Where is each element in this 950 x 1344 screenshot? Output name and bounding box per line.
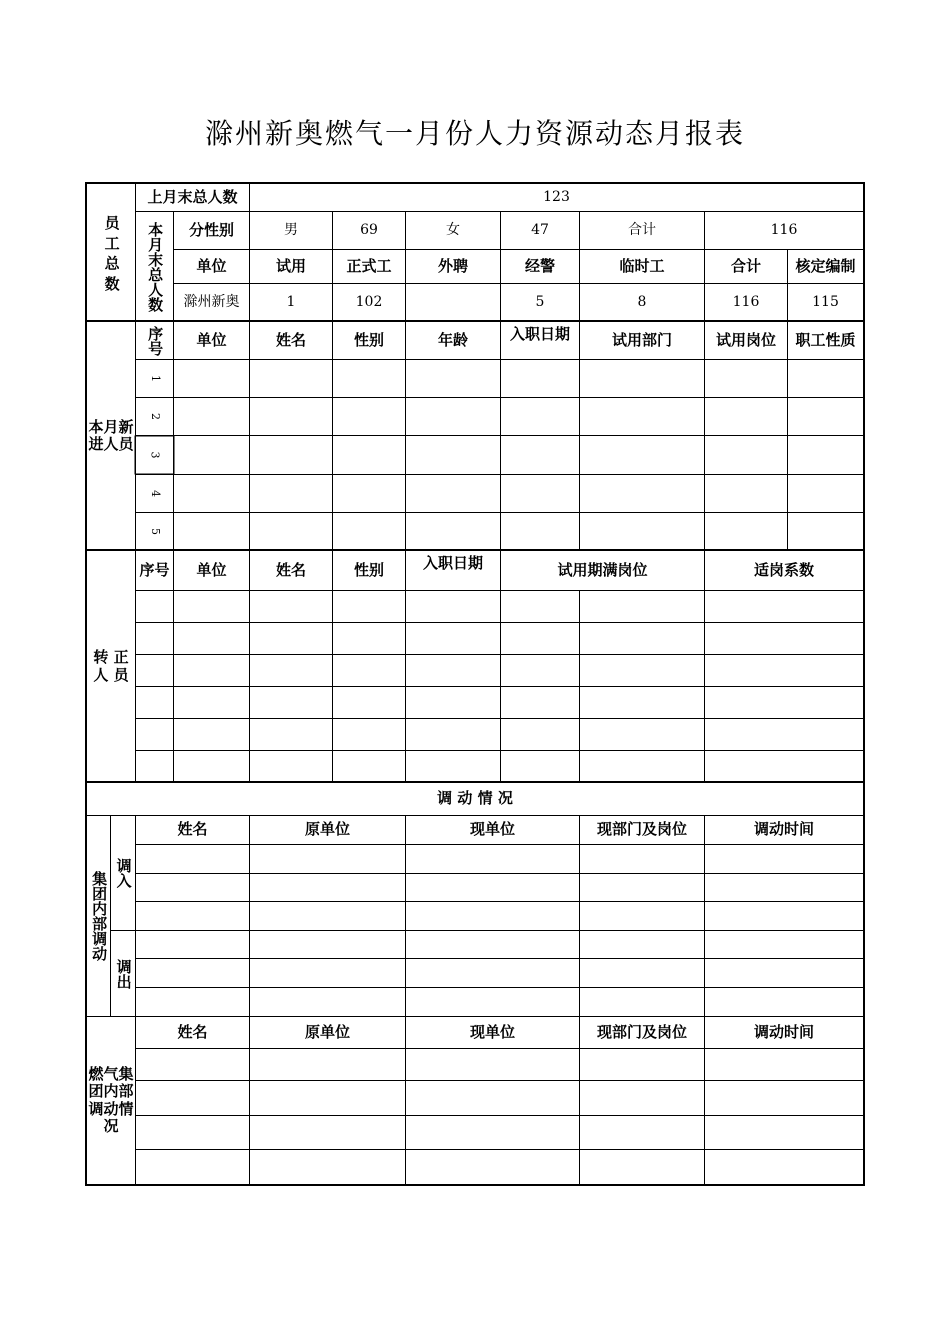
- gender-total-label: 合计: [579, 211, 705, 250]
- table-cell: [249, 958, 406, 988]
- table-cell: [173, 750, 250, 783]
- table-cell: [704, 474, 788, 513]
- staff-value: 5: [500, 283, 580, 322]
- table-cell: [249, 718, 333, 751]
- table-cell: [787, 397, 864, 436]
- transfer-header: 姓名: [135, 815, 250, 845]
- table-cell: [500, 474, 580, 513]
- table-cell: [704, 844, 864, 874]
- female-label: 女: [405, 211, 501, 250]
- transfer-title: 调 动 情 况: [86, 782, 864, 816]
- table-cell: [135, 1149, 250, 1185]
- table-cell: [704, 435, 788, 475]
- table-cell: [405, 590, 501, 623]
- regular-header: 试用期满岗位: [500, 550, 705, 591]
- table-cell: [405, 958, 580, 988]
- staff-header: 外聘: [405, 249, 501, 284]
- table-cell: [704, 686, 864, 719]
- table-cell: [405, 654, 501, 687]
- table-cell: [704, 987, 864, 1017]
- table-cell: [704, 1115, 864, 1150]
- table-cell: [405, 718, 501, 751]
- table-cell: [579, 474, 705, 513]
- table-cell: [405, 686, 501, 719]
- table-cell: [249, 359, 333, 398]
- table-cell: [405, 1149, 580, 1185]
- transfer-header: 现单位: [405, 815, 580, 845]
- table-cell: [173, 622, 250, 655]
- table-cell: [135, 590, 174, 623]
- new-staff-section-label: 本月新进人员: [86, 321, 136, 551]
- table-cell: [332, 359, 406, 398]
- table-cell: [704, 1048, 864, 1081]
- table-cell: [405, 474, 501, 513]
- table-cell: [249, 1149, 406, 1185]
- table-cell: [500, 686, 580, 719]
- new-staff-header: 姓名: [249, 321, 333, 360]
- table-cell: [704, 901, 864, 931]
- table-cell: [332, 474, 406, 513]
- table-cell: [405, 844, 580, 874]
- male-value: 69: [332, 211, 406, 250]
- table-cell: [579, 686, 705, 719]
- table-cell: [135, 686, 174, 719]
- row-number: 3: [135, 436, 175, 475]
- table-cell: [500, 397, 580, 436]
- table-cell: [249, 435, 333, 475]
- table-cell: [704, 873, 864, 902]
- male-label: 男: [249, 211, 333, 250]
- table-cell: [579, 654, 705, 687]
- table-cell: [579, 930, 705, 959]
- table-cell: [579, 1115, 705, 1150]
- table-cell: [500, 750, 580, 783]
- staff-value: 115: [787, 283, 864, 322]
- table-cell: [704, 958, 864, 988]
- table-cell: [405, 930, 580, 959]
- table-cell: [579, 750, 705, 783]
- regular-header: 适岗系数: [704, 550, 864, 591]
- table-cell: [500, 359, 580, 398]
- table-cell: [579, 622, 705, 655]
- table-cell: [579, 958, 705, 988]
- new-staff-header: 序号: [135, 321, 174, 360]
- row-number: 1: [135, 359, 174, 398]
- staff-header: 试用: [249, 249, 333, 284]
- table-cell: [249, 654, 333, 687]
- table-cell: [405, 397, 501, 436]
- staff-value: [405, 283, 501, 322]
- new-staff-header: 单位: [173, 321, 250, 360]
- table-cell: [704, 622, 864, 655]
- table-cell: [173, 512, 250, 551]
- table-cell: [332, 590, 406, 623]
- table-cell: [579, 901, 705, 931]
- row-number: 2: [135, 397, 174, 436]
- table-cell: [332, 750, 406, 783]
- table-cell: [579, 1080, 705, 1116]
- table-cell: [135, 654, 174, 687]
- table-cell: [249, 1048, 406, 1081]
- gender-label: 分性别: [173, 211, 250, 250]
- table-cell: [704, 359, 788, 398]
- new-staff-header: 入职日期: [500, 321, 580, 360]
- regular-header: 入职日期: [405, 550, 501, 591]
- table-cell: [135, 901, 250, 931]
- table-cell: [704, 512, 788, 551]
- table-cell: [787, 435, 864, 475]
- staff-header: 合计: [704, 249, 788, 284]
- table-cell: [579, 397, 705, 436]
- row-number: 4: [135, 474, 174, 513]
- gas-transfer-header: 原单位: [249, 1016, 406, 1049]
- table-cell: [332, 654, 406, 687]
- staff-header: 单位: [173, 249, 250, 284]
- table-cell: [405, 435, 501, 475]
- table-cell: [332, 686, 406, 719]
- gas-transfer-header: 调动时间: [704, 1016, 864, 1049]
- table-cell: [579, 987, 705, 1017]
- table-cell: [135, 718, 174, 751]
- table-cell: [405, 622, 501, 655]
- table-cell: [173, 654, 250, 687]
- table-cell: [249, 930, 406, 959]
- table-cell: [173, 686, 250, 719]
- table-cell: [579, 359, 705, 398]
- table-cell: [135, 1048, 250, 1081]
- regular-section-label: 转 正 人 员: [86, 550, 136, 783]
- staff-total-section-label: 员 工 总 数: [86, 183, 136, 322]
- table-cell: [405, 1115, 580, 1150]
- table-cell: [405, 359, 501, 398]
- table-cell: [249, 512, 333, 551]
- new-staff-header: 性别: [332, 321, 406, 360]
- table-cell: [135, 1115, 250, 1150]
- table-cell: [135, 622, 174, 655]
- table-cell: [173, 435, 250, 475]
- table-cell: [332, 622, 406, 655]
- table-cell: [500, 512, 580, 551]
- transfer-header: 原单位: [249, 815, 406, 845]
- transfer-header: 调动时间: [704, 815, 864, 845]
- new-staff-header: 试用岗位: [704, 321, 788, 360]
- table-cell: [704, 397, 788, 436]
- table-cell: [704, 1080, 864, 1116]
- table-cell: [500, 435, 580, 475]
- table-cell: [332, 718, 406, 751]
- staff-header: 经警: [500, 249, 580, 284]
- table-cell: [249, 622, 333, 655]
- transfer-in-label: 调入: [110, 815, 136, 931]
- table-cell: [704, 590, 864, 623]
- regular-header: 单位: [173, 550, 250, 591]
- transfer-header: 现部门及岗位: [579, 815, 705, 845]
- gas-transfer-header: 现单位: [405, 1016, 580, 1049]
- table-cell: [704, 654, 864, 687]
- table-cell: [405, 1048, 580, 1081]
- new-staff-header: 年龄: [405, 321, 501, 360]
- table-cell: [332, 512, 406, 551]
- regular-header: 性别: [332, 550, 406, 591]
- table-cell: [405, 512, 501, 551]
- table-cell: [787, 474, 864, 513]
- table-cell: [787, 512, 864, 551]
- table-cell: [579, 844, 705, 874]
- staff-header: 核定编制: [787, 249, 864, 284]
- table-cell: [704, 930, 864, 959]
- table-cell: [405, 987, 580, 1017]
- table-cell: [135, 750, 174, 783]
- regular-header: 姓名: [249, 550, 333, 591]
- table-cell: [704, 718, 864, 751]
- staff-value: 8: [579, 283, 705, 322]
- table-cell: [249, 873, 406, 902]
- table-cell: [135, 1080, 250, 1116]
- table-cell: [579, 873, 705, 902]
- table-cell: [332, 435, 406, 475]
- gas-transfer-label: 燃气集团内部调动情况: [86, 1016, 136, 1185]
- table-cell: [500, 622, 580, 655]
- table-cell: [405, 750, 501, 783]
- table-cell: [173, 718, 250, 751]
- table-cell: [787, 359, 864, 398]
- transfer-out-label: 调出: [110, 930, 136, 1017]
- table-cell: [249, 1115, 406, 1150]
- staff-header: 正式工: [332, 249, 406, 284]
- table-cell: [579, 1048, 705, 1081]
- page-title: 滁州新奥燃气一月份人力资源动态月报表: [204, 117, 745, 150]
- table-cell: [249, 987, 406, 1017]
- table-cell: [579, 435, 705, 475]
- table-cell: [135, 987, 250, 1017]
- table-cell: [704, 1149, 864, 1185]
- table-cell: [500, 654, 580, 687]
- staff-value: 滁州新奥: [173, 283, 250, 322]
- new-staff-header: 试用部门: [579, 321, 705, 360]
- group-transfer-label: 集团内部调动: [86, 815, 111, 1017]
- gender-total-value: 116: [704, 211, 864, 250]
- table-cell: [135, 873, 250, 902]
- table-cell: [173, 474, 250, 513]
- gas-transfer-header: 姓名: [135, 1016, 250, 1049]
- month-end-total-label: 本月末总人数: [135, 211, 174, 322]
- female-value: 47: [500, 211, 580, 250]
- table-cell: [579, 1149, 705, 1185]
- gas-transfer-header: 现部门及岗位: [579, 1016, 705, 1049]
- row-number: 5: [135, 512, 174, 551]
- table-cell: [173, 397, 250, 436]
- staff-value: 102: [332, 283, 406, 322]
- table-cell: [173, 359, 250, 398]
- last-month-value: 123: [249, 183, 864, 212]
- last-month-label: 上月末总人数: [135, 183, 250, 212]
- table-cell: [500, 590, 580, 623]
- table-cell: [405, 901, 580, 931]
- table-cell: [405, 1080, 580, 1116]
- table-cell: [405, 873, 580, 902]
- new-staff-header: 职工性质: [787, 321, 864, 360]
- staff-value: 1: [249, 283, 333, 322]
- table-cell: [249, 686, 333, 719]
- table-cell: [249, 474, 333, 513]
- table-cell: [249, 590, 333, 623]
- table-cell: [500, 718, 580, 751]
- table-cell: [173, 590, 250, 623]
- table-cell: [579, 718, 705, 751]
- table-cell: [579, 512, 705, 551]
- table-cell: [332, 397, 406, 436]
- table-cell: [135, 844, 250, 874]
- table-cell: [135, 958, 250, 988]
- table-cell: [249, 844, 406, 874]
- table-cell: [249, 750, 333, 783]
- regular-header: 序号: [135, 550, 174, 591]
- staff-value: 116: [704, 283, 788, 322]
- table-cell: [249, 1080, 406, 1116]
- table-cell: [249, 397, 333, 436]
- table-cell: [135, 930, 250, 959]
- table-cell: [704, 750, 864, 783]
- table-cell: [579, 590, 705, 623]
- table-cell: [249, 901, 406, 931]
- staff-header: 临时工: [579, 249, 705, 284]
